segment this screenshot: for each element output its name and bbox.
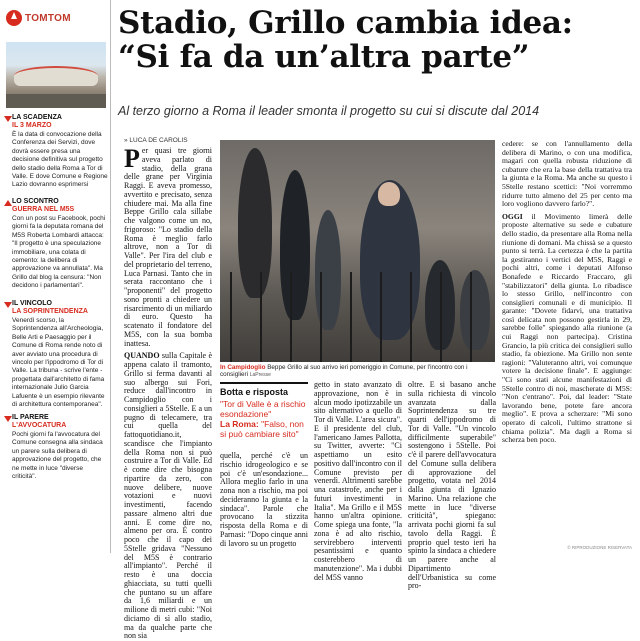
sidebar-item-deadline: LA SCADENZA IL 3 MARZO È la data di convocazione della Conferenza dei Servizi, dove dovrà essere presa una decisione definitiva sul progetto dello stadio della Roma a Tor di Valle. E dove Comune e Regione Lazio dovranno esprimersi xyxy=(12,114,108,189)
article-column-6: cedere: se con l'annullamento della delibera di Marino, o con una modifica, magari con quella robusta riduzione di cubature che era la base della trattativa tra la giunta e la Roma. Ma anche su questo i 5Stelle restano scettici: "Noi vorremmo ridurre tutto almeno del 25 per cento ma loro vogliono davvero farlo?". OGGI il Movimento limerà delle proposte alternative su sede e cubature dello stadio, da presentare alla Roma nella riunione di domani. Ma chissà se a questo punto si terrà. La certezza è che la partita la gestiranno i vertici del M5S, Raggi e pochi altri, come i deputati Alfonso Bonafede e Riccardo Fraccaro, gli "stabilizzatori" della giunta. Lo ribadisce lo stesso Grillo, nell'incontro con consiglieri comunali e di municipio. Il garante: "Dovete fidarvi, una trattativa così delicata non possono gestirla in 29, sarebbe folle" spiegando alla riunione (a cui Raggi non partecipa). Cristina Grancio, la più critica dei consiglieri sullo stadio, fa obiezione. Ma Grillo non sente ragioni: "Valuteranno altri, voi comunque votere la decisione finale". E aggiunge: "Ci sono stati alcune manifestazioni di 5Stelle contro di noi, mascherate di M5S: "Non c'entrano". Poi, dal leader: "State lavorando bene, potete fare ancora meglio". E prova a scherzare: "Mi sono operato di calcoli, l'ultimo strattone si chiama polizia". Ma dagli a Roma si scherza ben poco. xyxy=(502,139,632,445)
arrow-down-icon xyxy=(4,116,12,122)
article-column-3: quella, perché c'è un rischio idrogeologico e se poi c'è un'esondazione... Allora meglio farlo in una zona non a rischio, ma poi decideranno la giunta e la sindaca". Parole che provocano la stizzita risposta della Roma e di Parnasi: "Dopo cinque anni di lavoro su un progetto xyxy=(220,451,308,548)
arrow-down-icon xyxy=(4,302,12,308)
sidebar-item-constraint: IL VINCOLO LA SOPRINTENDENZA Venerdì scorso, la Soprintendenza all'Archeologia, Belle Arti e Paesaggio per il Comune di Roma rende noto di aver avviato una procedura di vincolo per l'ippodromo di Tor di Valle. La tribuna - scrive l'ente - progettata dall'architetto di fama internazionale Julio Garcia Lafuente è un esempio rilevante di architettura contemporanea". xyxy=(12,300,105,409)
subheadline: Al terzo giorno a Roma il leader smonta il progetto su cui si discute dal 2014 xyxy=(118,104,540,118)
article-column-5: oltre. E si basano anche sulla richiesta di vincolo avanzata dalla Soprintendenza su tre quarti dell'ippodromo di Tor di Valle. "Un vincolo difficilmente superabile" sostengono i 5Stelle. Poi c'è il parere dell'avvocatura del Comune sulla delibera di approvazione del progetto, votata nel 2014 dalla giunta di Ignazio Marino. Una relazione che mette in luce "diverse criticità", spiegano: arrivata pochi giorni fa sul tavolo della Raggi. È proprio quel testo ieri ha spinto la sindaca a chiedere un parere anche al Dipartimento dell'Urbanistica su come pro- xyxy=(408,380,496,591)
page-title: Stadio, Grillo cambia idea: “Si fa da un’altra parte” xyxy=(118,5,573,75)
sidebar-item-opinion: IL PARERE L'AVVOCATURA Pochi giorni fa l'avvocatura del Comune consegna alla sindaca un parere sulla delibera di approvazione del progetto, che ne mette in luce "diverse criticità". xyxy=(12,414,103,481)
sidebar xyxy=(0,0,111,553)
compass-icon xyxy=(6,10,22,26)
brand-name: TOMTOM xyxy=(25,12,71,24)
drop-cap: P xyxy=(124,144,140,173)
brand-logo xyxy=(6,10,71,26)
arrow-down-icon xyxy=(4,416,12,422)
arrow-up-icon xyxy=(4,200,12,206)
article-column-1: Per quasi tre giorni aveva parlato di stadio, della grana delle grane per Virginia Raggi. E aveva promesso, avvertito e precisato, senza chiudere mai. Ma alla fine Beppe Grillo cala sillabe che valgono come un no, frigoroso: "Lo stadio della Roma è meglio farlo altrove, non a Tor di Valle". Per l'ira del club e del proprietario del terreno, Luca Parnasi. Tanto che in serata raccontano che i "proponenti" del progetto sono pronti a chiedere un risarcimento di un miliardo di euro. Questo ha scatenato il fondatore del M5S, con la sua bomba inattesa. QUANDO sulla Capitale è appena calato il tramonto, Grillo si ferma davanti al suo albergo sui Fori, reduce dall'incontro in Campidoglio con i consiglieri a 5Stelle. E a un pugno di telecamere, tra cui quella del fattoquotidiano.it, scandisce che l'impianto della Roma non si può costruire a Tor di Valle. Ed è come dire che bisogna ripartire da zero, con nuove delibere, nuove votazioni e nuovi investimenti, facendo passare almeno altri due anni. E come dire no, almeno per ora. È contro poco che il capo dei 5Stelle gridava "Nessuno del M5S è contrario all'impianto". Perché il resto è una doccia ghiacciata, su tutti quelli che puntano su un affare da 1,6 miliardi e un milione di metri cubi: "Noi diciamo di sì allo stadio, ma da qualche parte che non sia xyxy=(124,144,212,641)
byline: » LUCA DE CAROLIS xyxy=(124,137,188,144)
photo-caption: In Campidoglio Beppe Grillo al suo arrivo ieri pomeriggio in Comune, per l'incontro con i consiglieri LaPresse xyxy=(220,364,468,378)
sidebar-item-clash: LO SCONTRO GUERRA NEL M5S Con un post su Facebook, pochi giorni fa la deputata romana del M5S Roberta Lombardi attacca: "Il progetto è una speculazione immobiliare, una colata di cemento: la delibera di approvazione va annullata". Ma Grillo dal blog la censura: "Non decidono i parlamentari". xyxy=(12,198,106,290)
quote-box: Botta e risposta "Tor di Valle è a rischio esondazione" La Roma: "Falso, non si può cambiare sito" xyxy=(220,382,308,439)
copyright-note: © RIPRODUZIONE RISERVATA xyxy=(567,545,632,550)
article-column-4: getto in stato avanzato di approvazione, non è in alcun modo ipotizzabile un sito alternativo a quello di Tor di Valle. L'area sicura". E il presidente del club, l'americano James Pallotta, su Twitter, avverte: "Ci aspettiamo un esito positivo dall'incontro con il Comune previsto per venerdì. Altrimenti sarebbe una catastrofe, anche per i futuri investimenti in Italia". Ma Grillo e il M5S hanno un'altra opinione. Come spiega una fonte, "la zona è ad alto rischio, servirebbero interventi pesantissimi e quanto costerebbero di manutenzione". Ma i dubbi del M5S vanno xyxy=(314,380,402,582)
article-photo xyxy=(220,140,495,362)
stadium-rendering-image xyxy=(6,42,106,108)
